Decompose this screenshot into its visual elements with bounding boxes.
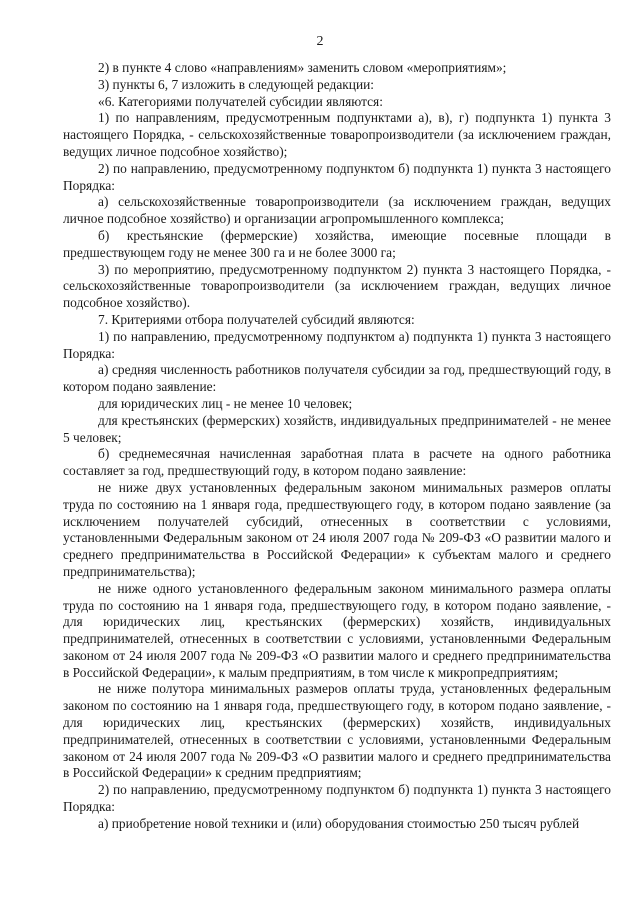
paragraph: для крестьянских (фермерских) хозяйств, индивидуальных предпринимателей - не менее 5 человек; xyxy=(63,412,611,445)
paragraph: 2) по направлению, предусмотренному подпунктом б) подпункта 1) пункта 3 настоящего Порядка: xyxy=(63,160,611,193)
paragraph: не ниже полутора минимальных размеров оплаты труда, установленных федеральным законом по состоянию на 1 января года, предшествующего году, в котором подано заявление, - для юридических лиц, крестьянских (фермерских) хозяйств, индивидуальных предпринимателей, отнесенных в соответствии с условиями, установленными Федеральным законом от 24 июля 2007 года № 209-ФЗ «О развитии малого и среднего предпринимательства в Российской Федерации» к средним предприятиям; xyxy=(63,681,611,781)
paragraph: не ниже двух установленных федеральным законом минимальных размеров оплаты труда по состоянию на 1 января года, предшествующего году, в котором подано заявление (за исключением получателей субсидий, отнесенных в соответствии с условиями, установленными Федеральным законом от 24 июля 2007 года № 209-ФЗ «О развитии малого и среднего предпринимательства в Российской Федерации» к субъектам малого и среднего предпринимательства); xyxy=(63,479,611,579)
paragraph: а) приобретение новой техники и (или) оборудования стоимостью 250 тысяч рублей xyxy=(98,815,580,831)
paragraph: 2) в пункте 4 слово «направлениям» заменить словом «мероприятиям»; xyxy=(98,60,507,75)
paragraph: 7. Критериями отбора получателей субсидий являются: xyxy=(98,311,415,327)
paragraph: б) крестьянские (фермерские) хозяйства, имеющие посевные площади в предшествующем году не менее 300 га и не более 3000 га; xyxy=(63,227,611,260)
paragraph: а) сельскохозяйственные товаропроизводители (за исключением граждан, ведущих личное подсобное хозяйство) и организации агропромышленного комплекса; xyxy=(63,194,611,227)
page-number: 2 xyxy=(316,34,324,49)
document-body xyxy=(63,60,611,833)
paragraph: 3) по мероприятию, предусмотренному подпунктом 2) пункта 3 настоящего Порядка, - сельскохозяйственные товаропроизводители (за исключением граждан, ведущих личное подсобное хозяйство). xyxy=(63,261,611,311)
paragraph: для юридических лиц - не менее 10 человек; xyxy=(98,395,353,411)
paragraph: б) среднемесячная начисленная заработная плата в расчете на одного работника составляет за год, предшествующий году, в котором подано заявление: xyxy=(63,446,611,479)
paragraph: а) средняя численность работников получателя субсидии за год, предшествующий году, в котором подано заявление: xyxy=(63,362,611,395)
paragraph: 1) по направлению, предусмотренному подпунктом а) подпункта 1) пункта 3 настоящего Порядка: xyxy=(63,328,611,361)
paragraph: 3) пункты 6, 7 изложить в следующей редакции: xyxy=(98,76,374,92)
paragraph: 2) по направлению, предусмотренному подпунктом б) подпункта 1) пункта 3 настоящего Порядка: xyxy=(63,782,611,815)
paragraph: не ниже одного установленного федеральным законом минимального размера оплаты труда по состоянию на 1 января года, предшествующего году, в котором подано заявление, - для юридических лиц, крестьянских (фермерских) хозяйств, индивидуальных предпринимателей, отнесенных в соответствии с условиями, установленными Федеральным законом от 24 июля 2007 года № 209-ФЗ «О развитии малого и среднего предпринимательства в Российской Федерации», к малым предприятиям, в том числе к микропредприятиям; xyxy=(63,580,611,680)
paragraph: 1) по направлениям, предусмотренным подпунктами а), в), г) подпункта 1) пункта 3 настоящего Порядка, - сельскохозяйственные товаропроизводители (за исключением граждан, ведущих личное подсобное хозяйство); xyxy=(63,110,611,159)
paragraph: «6. Категориями получателей субсидии являются: xyxy=(98,93,383,109)
